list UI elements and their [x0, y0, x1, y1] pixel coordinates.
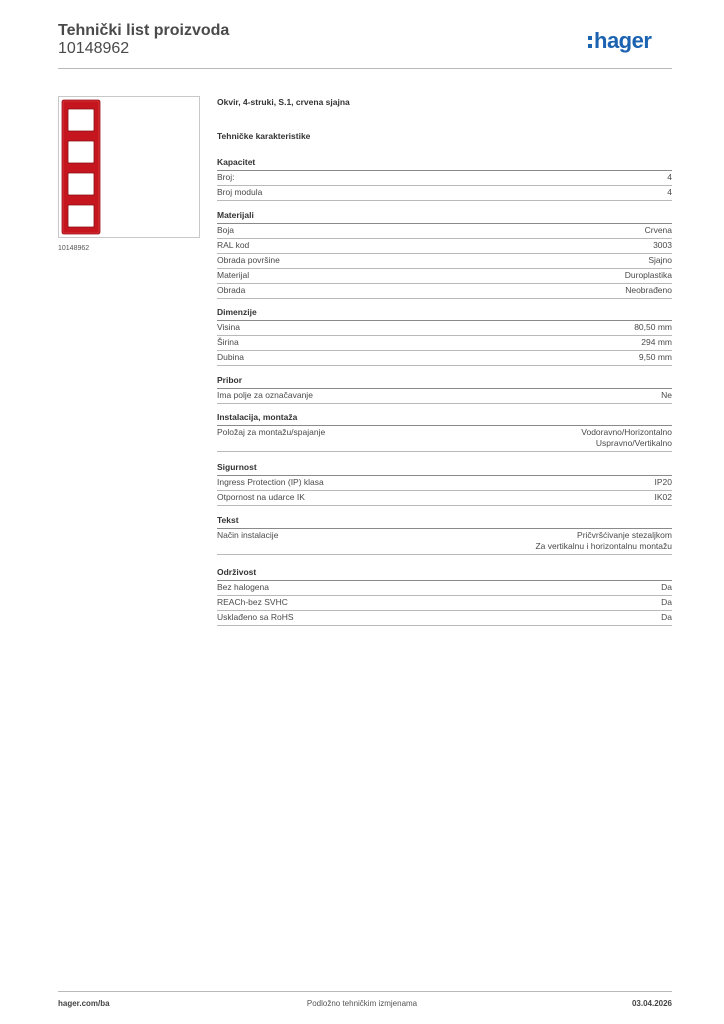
spec-label: Bez halogena	[217, 582, 269, 592]
spec-group-title: Pribor	[217, 375, 672, 389]
spec-value-line: Da	[661, 612, 672, 622]
spec-value-line: Vodoravno/Horizontalno	[581, 427, 672, 437]
spec-label: Položaj za montažu/spajanje	[217, 427, 326, 437]
spec-label: Obrada površine	[217, 255, 280, 265]
hager-logo	[588, 28, 672, 54]
logo-dot-bottom	[588, 44, 592, 48]
spec-value	[655, 477, 673, 488]
spec-group	[217, 157, 672, 201]
spec-group	[217, 210, 672, 299]
spec-label: Boja	[217, 225, 235, 235]
spec-value	[648, 255, 672, 266]
spec-label: Materijal	[217, 270, 250, 280]
spec-row	[217, 529, 672, 555]
spec-value	[645, 225, 672, 236]
spec-value-line: Crvena	[644, 225, 672, 235]
spec-value-line: 4	[667, 172, 672, 182]
spec-value-line: Neobrađeno	[625, 285, 672, 295]
spec-group-title: Kapacitet	[217, 157, 672, 171]
spec-group-title: Dimenzije	[217, 307, 672, 321]
footer-note: Podložno tehničkim izmjenama	[306, 999, 418, 1008]
spec-value	[625, 270, 672, 281]
spec-label: Broj:	[217, 172, 235, 182]
spec-value-line: IK02	[654, 492, 672, 502]
spec-value	[661, 582, 672, 593]
spec-label: REACh-bez SVHC	[217, 597, 288, 607]
spec-value	[655, 492, 673, 503]
spec-row	[217, 426, 672, 452]
spec-value	[639, 352, 672, 363]
spec-row	[217, 321, 672, 336]
spec-value-line: IP20	[654, 477, 672, 487]
product-name: Okvir, 4-struki, S.1, crvena sjajna	[217, 97, 350, 107]
spec-value	[661, 597, 672, 608]
spec-group	[217, 375, 672, 404]
spec-label: Ima polje za označavanje	[217, 390, 313, 400]
spec-value-line: Za vertikalnu i horizontalnu montažu	[535, 541, 672, 551]
spec-row	[217, 284, 672, 299]
logo-dot-top	[588, 36, 592, 40]
spec-value	[634, 322, 672, 333]
image-caption: 10148962	[58, 245, 90, 252]
spec-label: Ingress Protection (IP) klasa	[217, 477, 324, 487]
spec-value-line: Uspravno/Vertikalno	[595, 438, 672, 448]
spec-label: Način instalacije	[217, 530, 279, 540]
spec-value-line: 3003	[653, 240, 672, 250]
spec-row	[217, 581, 672, 596]
spec-label: Obrada	[217, 285, 246, 295]
spec-value-line: Da	[661, 597, 672, 607]
section-heading: Tehničke karakteristike	[217, 131, 311, 141]
spec-row	[217, 336, 672, 351]
spec-row	[217, 224, 672, 239]
spec-label: Širina	[217, 337, 239, 347]
spec-value	[625, 285, 672, 296]
spec-row	[217, 596, 672, 611]
spec-row	[217, 269, 672, 284]
spec-row	[217, 351, 672, 366]
spec-row	[217, 611, 672, 626]
spec-label: Visina	[217, 322, 240, 332]
spec-label: RAL kod	[217, 240, 250, 250]
spec-label: Usklađeno sa RoHS	[217, 612, 294, 622]
spec-value	[667, 187, 672, 198]
spec-value-line: 80,50 mm	[634, 322, 672, 332]
spec-value-line: 9,50 mm	[638, 352, 672, 362]
spec-group-title: Materijali	[217, 210, 672, 224]
spec-value-line: Pričvršćivanje stezaljkom	[577, 530, 672, 540]
product-image	[58, 96, 200, 238]
spec-value-line: Da	[661, 582, 672, 592]
header-divider	[58, 68, 672, 69]
spec-value	[661, 390, 672, 401]
spec-group	[217, 462, 672, 506]
spec-group-title: Sigurnost	[217, 462, 672, 476]
spec-value	[661, 612, 672, 623]
footer-divider	[58, 991, 672, 992]
spec-value	[581, 427, 672, 449]
red-frame-illustration	[59, 97, 199, 237]
spec-group-title: Tekst	[217, 515, 672, 529]
footer-website: hager.com/ba	[58, 999, 110, 1008]
spec-value-line: 294 mm	[641, 337, 672, 347]
spec-row	[217, 254, 672, 269]
spec-value	[535, 530, 672, 552]
spec-value	[667, 172, 672, 183]
spec-value-line: Duroplastika	[624, 270, 672, 280]
spec-row	[217, 186, 672, 201]
spec-row	[217, 491, 672, 506]
footer-date: 03.04.2026	[631, 999, 672, 1008]
spec-group	[217, 307, 672, 366]
spec-row	[217, 171, 672, 186]
spec-label: Otpornost na udarce IK	[217, 492, 305, 502]
spec-value-line: Sjajno	[648, 255, 672, 265]
spec-group	[217, 515, 672, 555]
logo-text: hager	[594, 28, 652, 53]
spec-value-line: 4	[667, 187, 672, 197]
spec-group-title: Održivost	[217, 567, 672, 581]
spec-group	[217, 567, 672, 626]
product-code: 10148962	[58, 40, 130, 57]
spec-value-line: Ne	[661, 390, 672, 400]
spec-row	[217, 476, 672, 491]
spec-value	[641, 337, 672, 348]
spec-row	[217, 239, 672, 254]
page-title: Tehnički list proizvoda	[58, 22, 230, 39]
spec-label: Dubina	[217, 352, 244, 362]
spec-group	[217, 412, 672, 452]
spec-value	[653, 240, 672, 251]
spec-group-title: Instalacija, montaža	[217, 412, 672, 426]
spec-row	[217, 389, 672, 404]
spec-label: Broj modula	[217, 187, 263, 197]
